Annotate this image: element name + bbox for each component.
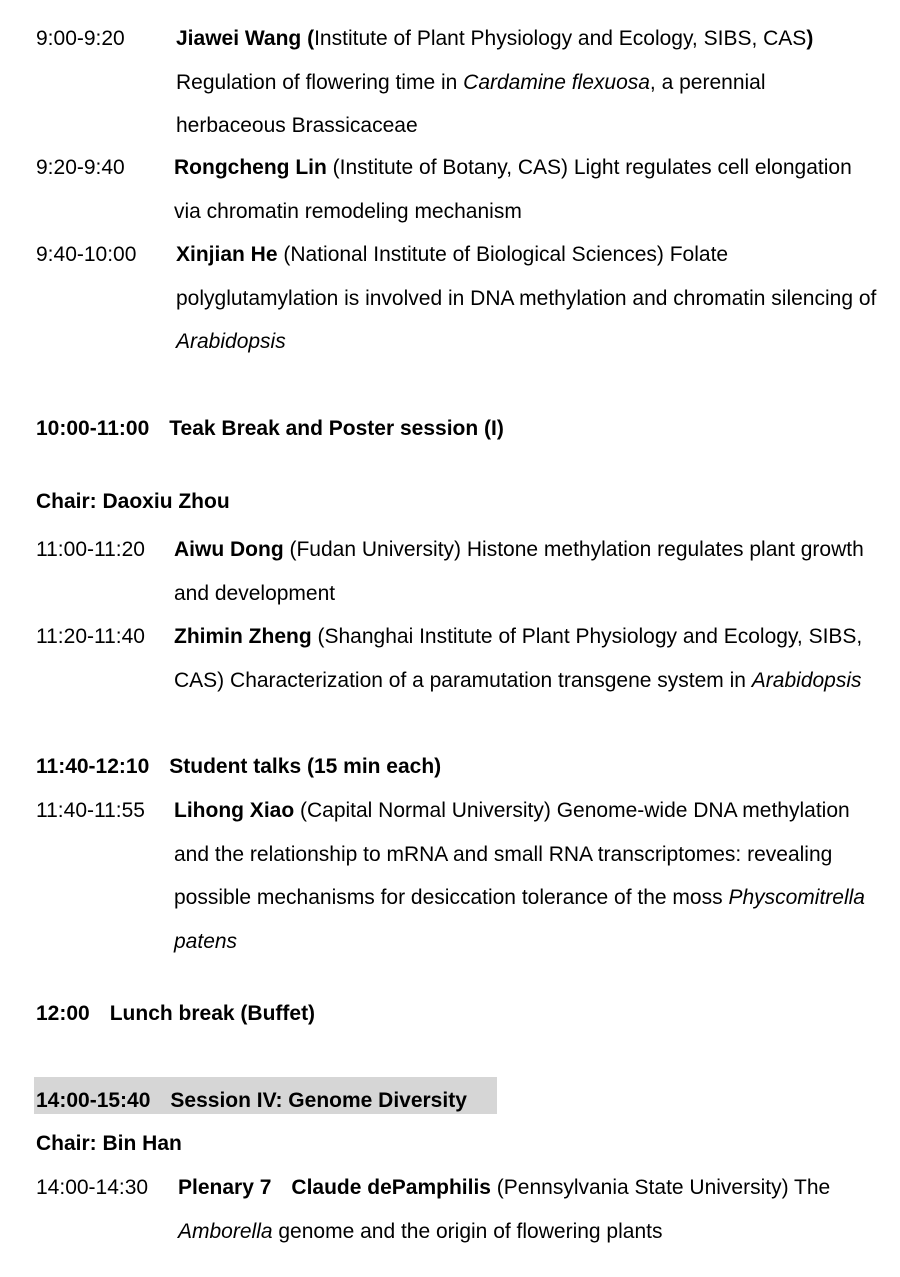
affiliation: (Fudan University) xyxy=(283,538,462,561)
entry-time: 14:00-14:30 xyxy=(36,1176,149,1199)
affiliation: Institute of Plant Physiology and Ecology, SIBS, CAS xyxy=(314,27,807,50)
chair-heading: Chair: Bin Han xyxy=(36,1132,182,1155)
talk-title: Regulation of flowering time in xyxy=(176,70,464,94)
program-entry: 11:40-11:55 Lihong Xiao (Capital Normal University) Genome-wide DNA methylation and the relationship to mRNA and small RNA transcriptomes: revealing possible mechanisms for desiccation tolerance of the moss Physcomitrella patens xyxy=(36,789,880,963)
talk-title: Histone methylation regulates plant growth and development xyxy=(174,538,864,605)
chair-heading: Chair: Daoxiu Zhou xyxy=(36,490,230,513)
plenary-label: Plenary 7 xyxy=(178,1176,272,1199)
lunch-time: 12:00 xyxy=(36,1002,90,1025)
entry-time: 11:40-11:55 xyxy=(36,799,145,822)
program-entry: 14:00-14:30 Plenary 7 Claude dePamphilis (Pennsylvania State University) The Amborella genome and the origin of flowering plants xyxy=(36,1166,880,1253)
talk-title: The xyxy=(788,1176,831,1199)
speaker-name: Lihong Xiao xyxy=(174,799,295,822)
speaker-name: Aiwu Dong xyxy=(174,538,284,561)
program-entry: 11:20-11:40 Zhimin Zheng (Shanghai Institute of Plant Physiology and Ecology, SIBS, CAS) Characterization of a paramutation transgene system in Arabidopsis xyxy=(36,615,880,702)
entry-time: 9:20-9:40 xyxy=(36,156,125,179)
entry-time: 11:20-11:40 xyxy=(36,625,145,648)
speaker-name: Jiawei Wang xyxy=(176,27,302,50)
student-talks-label: Student talks (15 min each) xyxy=(169,755,442,778)
entry-time: 11:00-11:20 xyxy=(36,538,145,561)
affiliation: (Institute of Botany, CAS) xyxy=(326,156,569,179)
affiliation: (Pennsylvania State University) xyxy=(490,1176,789,1199)
speaker-name: Zhimin Zheng xyxy=(174,625,312,648)
entry-time: 9:00-9:20 xyxy=(36,27,125,50)
session-label: Session IV: Genome Diversity xyxy=(170,1089,467,1112)
speaker-name: Rongcheng Lin xyxy=(174,156,327,179)
affiliation: (Capital Normal University) xyxy=(294,799,551,822)
program-entry xyxy=(36,146,880,233)
lunch-heading xyxy=(36,992,315,1035)
student-talks-heading xyxy=(36,745,441,788)
affiliation: (National Institute of Biological Sciences) xyxy=(277,243,664,266)
break-heading xyxy=(36,407,504,450)
talk-title: Characterization of a paramutation transgene system in xyxy=(224,668,752,692)
lunch-label: Lunch break (Buffet) xyxy=(109,1002,316,1025)
entry-time: 9:40-10:00 xyxy=(36,243,137,266)
speaker-name: Xinjian He xyxy=(176,243,278,266)
student-talks-time: 11:40-12:10 xyxy=(36,755,150,778)
session-heading xyxy=(36,1079,467,1122)
break-time: 10:00-11:00 xyxy=(36,417,150,440)
program-entry: 9:00-9:20 Jiawei Wang (Institute of Plant Physiology and Ecology, SIBS, CAS) Regulation of flowering time in Cardamine flexuosa, a perennial herbaceous Brassicaceae xyxy=(36,17,880,148)
affiliation: (Shanghai Institute of Plant Physiology and Ecology, SIBS, CAS) xyxy=(174,625,863,692)
session-time: 14:00-15:40 xyxy=(36,1089,151,1112)
program-entry: 9:40-10:00 Xinjian He (National Institute of Biological Sciences) Folate polyglutamylation is involved in DNA methylation and chromatin silencing of Arabidopsis xyxy=(36,233,880,364)
program-entry xyxy=(36,528,880,615)
break-label: Teak Break and Poster session (I) xyxy=(169,417,504,440)
speaker-name: Claude dePamphilis xyxy=(291,1176,491,1199)
talk-title: Light regulates cell elongation via chromatin remodeling mechanism xyxy=(174,156,852,223)
talk-title: Folate polyglutamylation is involved in DNA methylation and chromatin silencing of xyxy=(176,243,877,310)
talk-title: Genome-wide DNA methylation and the relationship to mRNA and small RNA transcriptomes: revealing possible mechanisms for desiccation tolerance of the moss xyxy=(174,799,850,909)
